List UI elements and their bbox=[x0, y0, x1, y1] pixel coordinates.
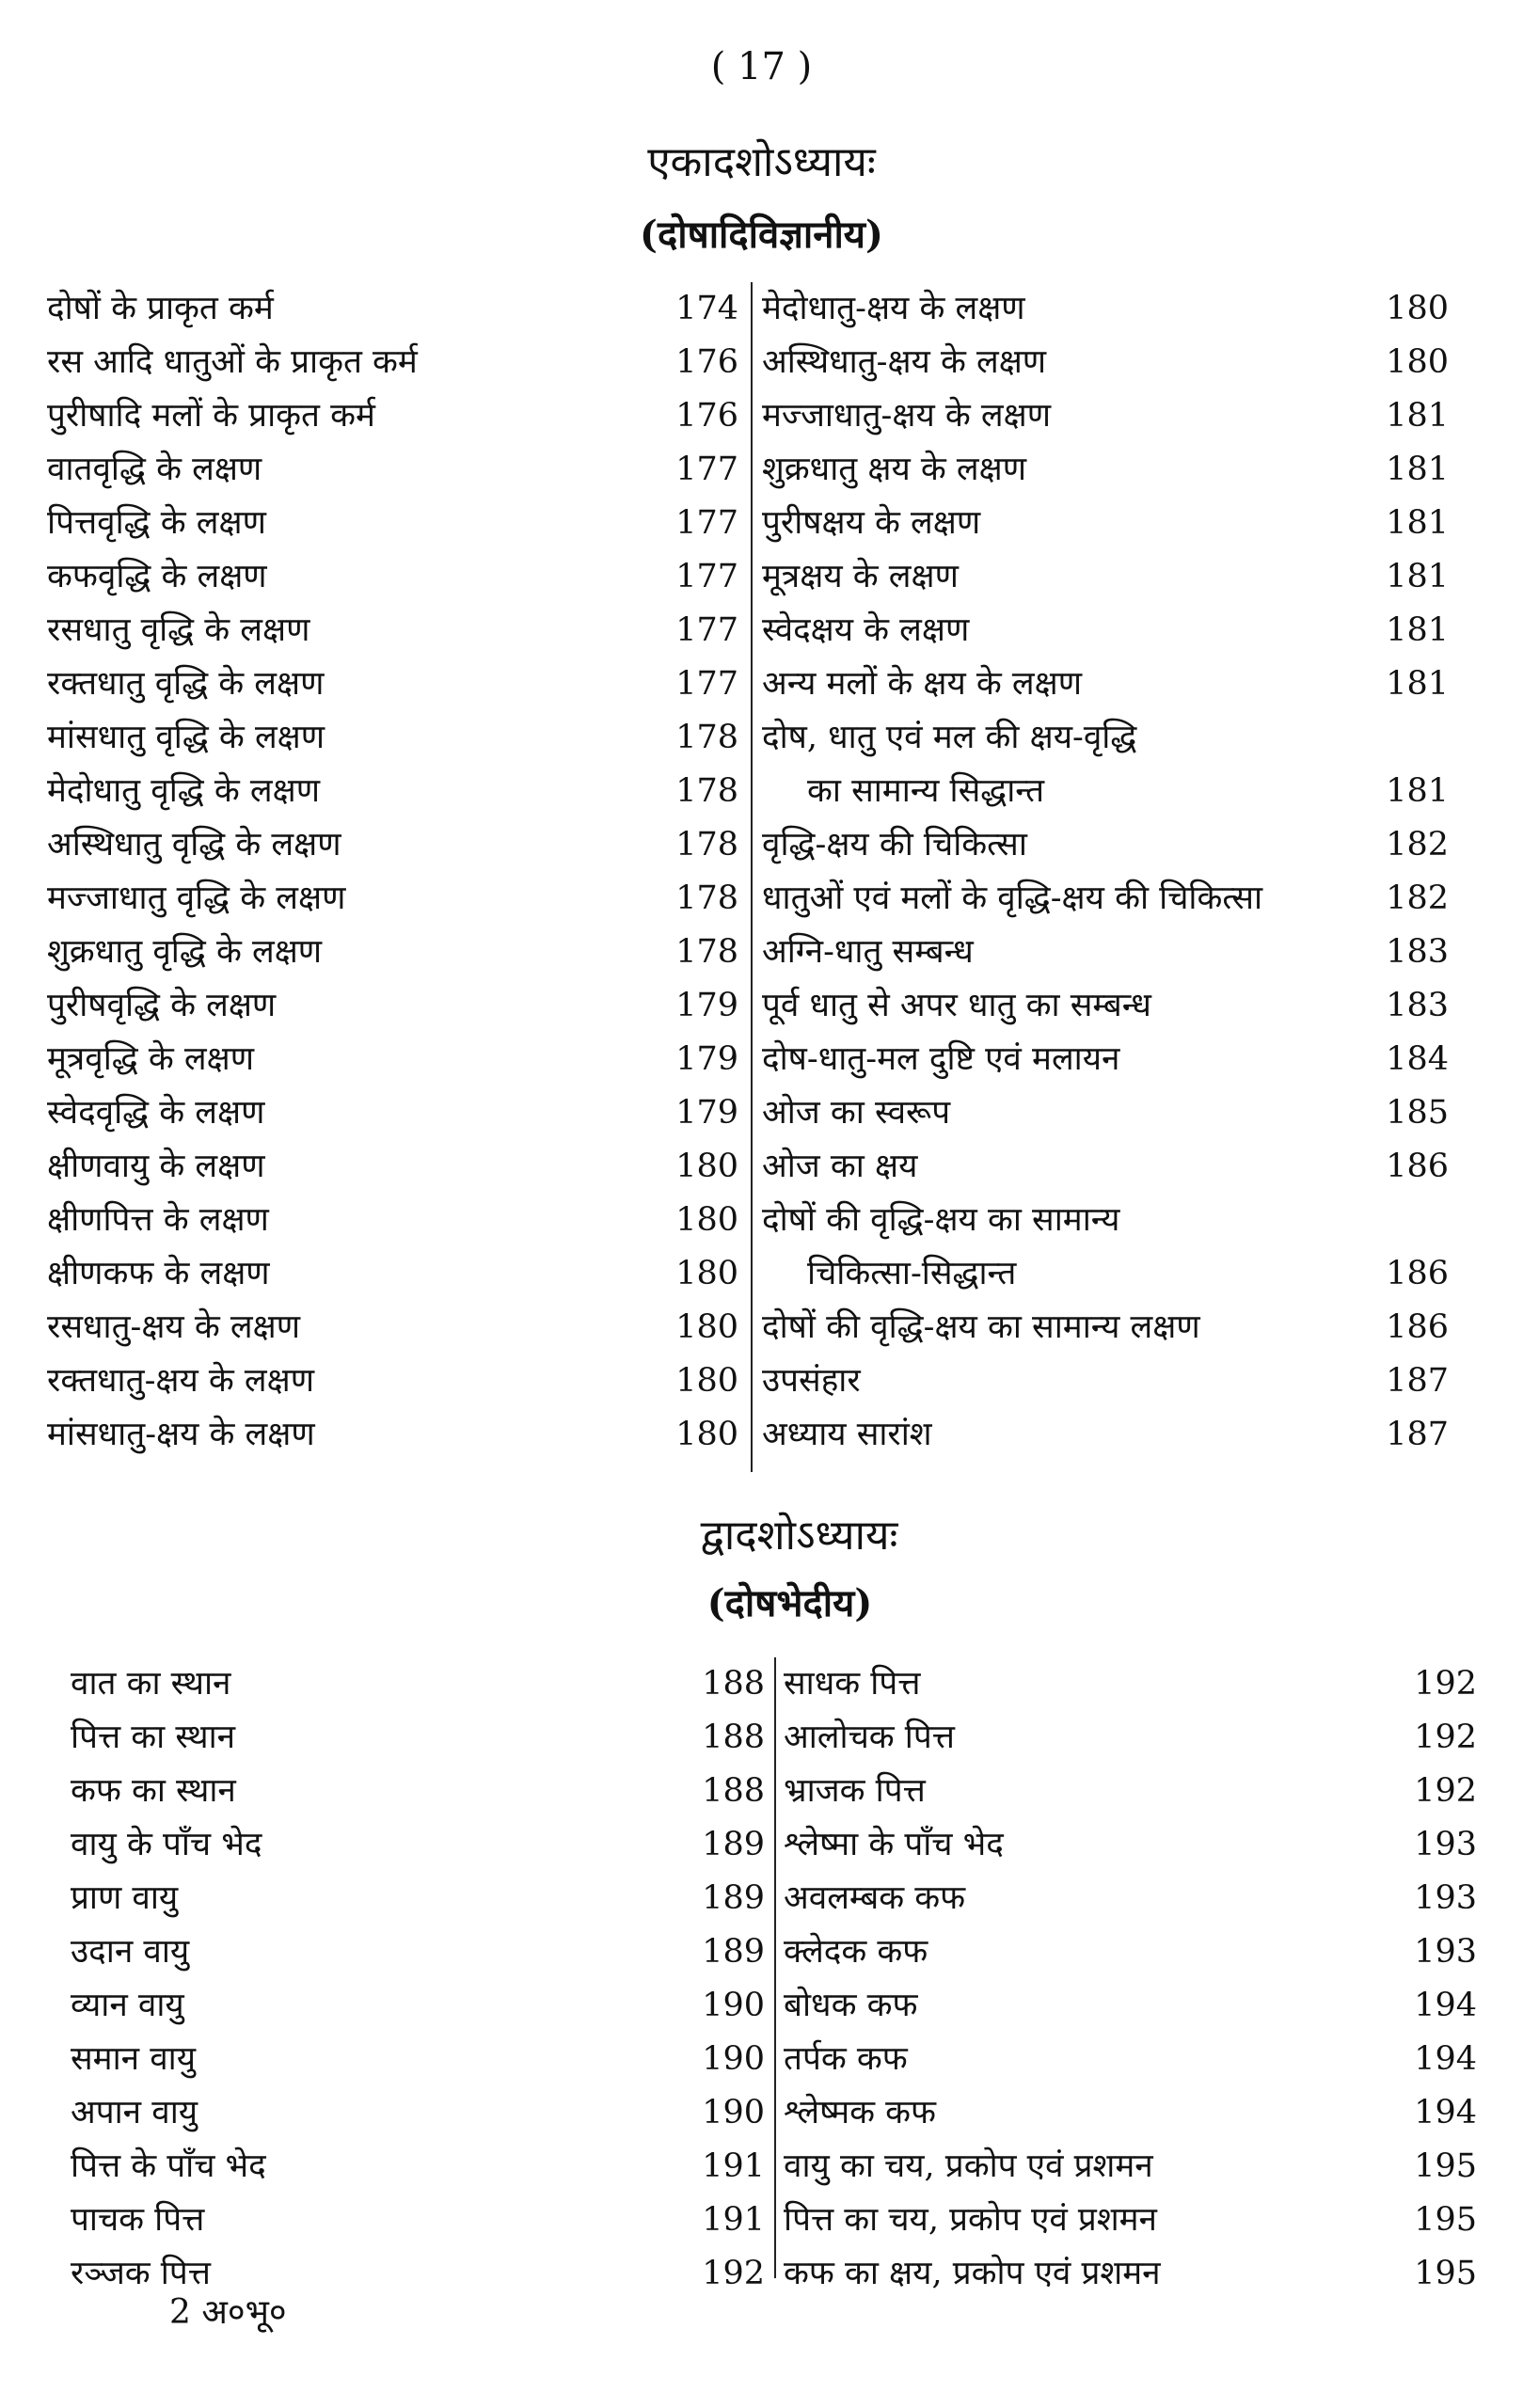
toc-entry-label: अन्य मलों के क्षय के लक्षण bbox=[762, 665, 1083, 703]
toc-chapter-11 bbox=[47, 282, 1449, 1472]
toc-entry bbox=[762, 711, 1449, 765]
toc-entry bbox=[784, 2086, 1477, 2140]
toc-right-column bbox=[784, 1657, 1477, 2306]
toc-entry bbox=[47, 1194, 738, 1247]
toc-entry-label: वायु के पाँच भेद bbox=[71, 1826, 262, 1863]
toc-entry-label: रञ्जक पित्त bbox=[71, 2255, 211, 2292]
toc-entry bbox=[762, 872, 1449, 926]
toc-entry-label: का सामान्य सिद्धान्त bbox=[807, 772, 1045, 810]
toc-entry-page: 189 bbox=[702, 1826, 765, 1863]
toc-entry-label: पित्त का चय, प्रकोप एवं प्रशमन bbox=[784, 2201, 1157, 2239]
toc-left-column bbox=[71, 1657, 765, 2306]
toc-entry-label: रस आदि धातुओं के प्राकृत कर्म bbox=[47, 343, 418, 381]
toc-entry-page: 176 bbox=[675, 343, 738, 381]
toc-entry-page: 180 bbox=[1386, 343, 1449, 381]
toc-entry-page: 178 bbox=[675, 826, 738, 863]
toc-entry-page: 180 bbox=[675, 1201, 738, 1239]
toc-entry-page: 180 bbox=[675, 1416, 738, 1453]
toc-entry-page: 186 bbox=[1386, 1255, 1449, 1292]
toc-entry bbox=[47, 1033, 738, 1086]
toc-entry-page: 177 bbox=[675, 665, 738, 703]
toc-entry bbox=[71, 1818, 765, 1872]
toc-entry bbox=[71, 1765, 765, 1818]
chapter-11-subtitle: (दोषादिविज्ञानीय) bbox=[640, 213, 883, 257]
toc-entry-page: 180 bbox=[675, 1362, 738, 1400]
toc-entry-label: पूर्व धातु से अपर धातु का सम्बन्ध bbox=[762, 987, 1151, 1024]
toc-entry bbox=[47, 765, 738, 818]
toc-entry bbox=[784, 1872, 1477, 1925]
toc-entry-label: रक्तधातु वृद्धि के लक्षण bbox=[47, 665, 325, 703]
toc-entry-label: अध्याय सारांश bbox=[762, 1416, 932, 1453]
toc-entry-label: समान वायु bbox=[71, 2040, 197, 2078]
toc-entry bbox=[762, 1408, 1449, 1462]
toc-entry-label: दोष-धातु-मल दुष्टि एवं मलायन bbox=[762, 1040, 1120, 1078]
toc-entry-label: दोषों की वृद्धि-क्षय का सामान्य लक्षण bbox=[762, 1308, 1200, 1346]
toc-entry-label: चिकित्सा-सिद्धान्त bbox=[807, 1255, 1017, 1292]
toc-entry bbox=[762, 282, 1449, 336]
toc-entry-label: प्राण वायु bbox=[71, 1879, 179, 1917]
toc-entry-label: क्लेदक कफ bbox=[784, 1933, 928, 1971]
toc-entry-page: 181 bbox=[1386, 665, 1449, 703]
toc-entry-page: 188 bbox=[702, 1665, 765, 1703]
toc-entry-label: रसधातु वृद्धि के लक्षण bbox=[47, 611, 310, 649]
toc-entry bbox=[71, 1711, 765, 1765]
toc-entry bbox=[784, 2194, 1477, 2247]
toc-entry-page: 178 bbox=[675, 719, 738, 756]
toc-entry-label: स्वेदक्षय के लक्षण bbox=[762, 611, 970, 649]
toc-entry-label: वातवृद्धि के लक्षण bbox=[47, 451, 262, 488]
toc-entry bbox=[47, 550, 738, 604]
toc-entry bbox=[71, 2086, 765, 2140]
toc-entry-label: रसधातु-क्षय के लक्षण bbox=[47, 1308, 300, 1346]
toc-entry-label: पित्त के पाँच भेद bbox=[71, 2147, 266, 2185]
toc-entry-page: 177 bbox=[675, 611, 738, 649]
toc-entry-label: ओज का स्वरूप bbox=[762, 1094, 951, 1132]
column-divider bbox=[774, 1657, 776, 2278]
toc-entry-label: अस्थिधातु वृद्धि के लक्षण bbox=[47, 826, 341, 863]
toc-entry-label: पुरीषक्षय के लक्षण bbox=[762, 504, 981, 542]
toc-entry-page: 180 bbox=[675, 1148, 738, 1185]
toc-entry bbox=[762, 389, 1449, 443]
toc-entry bbox=[47, 282, 738, 336]
toc-entry-label: वात का स्थान bbox=[71, 1665, 231, 1703]
toc-entry-label: मज्जाधातु-क्षय के लक्षण bbox=[762, 397, 1052, 435]
toc-entry-page: 181 bbox=[1386, 504, 1449, 542]
toc-entry-label: वायु का चय, प्रकोप एवं प्रशमन bbox=[784, 2147, 1153, 2185]
toc-entry-page: 187 bbox=[1386, 1362, 1449, 1400]
toc-entry-label: पाचक पित्त bbox=[71, 2201, 205, 2239]
toc-entry-page: 194 bbox=[1414, 2094, 1477, 2131]
toc-entry bbox=[47, 1247, 738, 1301]
toc-entry bbox=[71, 1657, 765, 1711]
toc-entry-page: 190 bbox=[702, 2094, 765, 2131]
toc-entry bbox=[71, 1925, 765, 1979]
toc-entry bbox=[784, 2033, 1477, 2086]
toc-entry-label: मूत्रक्षय के लक्षण bbox=[762, 558, 959, 595]
toc-right-column bbox=[762, 282, 1449, 1472]
toc-entry-label: मेदोधातु वृद्धि के लक्षण bbox=[47, 772, 320, 810]
toc-left-column bbox=[47, 282, 738, 1472]
toc-entry-page: 188 bbox=[702, 1719, 765, 1756]
toc-entry-page: 180 bbox=[1386, 290, 1449, 327]
toc-entry-label: क्षीणकफ के लक्षण bbox=[47, 1255, 270, 1292]
toc-entry bbox=[762, 1033, 1449, 1086]
toc-entry-page: 178 bbox=[675, 772, 738, 810]
toc-entry-page: 182 bbox=[1386, 826, 1449, 863]
toc-entry bbox=[47, 1301, 738, 1354]
chapter-11-title: एकादशोऽध्यायः bbox=[647, 138, 876, 186]
toc-entry-page: 181 bbox=[1386, 397, 1449, 435]
toc-entry bbox=[47, 872, 738, 926]
toc-entry-label: क्षीणपित्त के लक्षण bbox=[47, 1201, 269, 1239]
toc-entry-page: 194 bbox=[1414, 1987, 1477, 2024]
toc-entry-page: 194 bbox=[1414, 2040, 1477, 2078]
toc-entry bbox=[762, 818, 1449, 872]
toc-entry-label: दोषों की वृद्धि-क्षय का सामान्य bbox=[762, 1201, 1120, 1239]
toc-entry-page: 190 bbox=[702, 2040, 765, 2078]
toc-entry-page: 177 bbox=[675, 504, 738, 542]
toc-entry bbox=[47, 497, 738, 550]
toc-entry-page: 180 bbox=[675, 1308, 738, 1346]
toc-entry bbox=[47, 657, 738, 711]
toc-entry bbox=[47, 389, 738, 443]
toc-entry bbox=[71, 2194, 765, 2247]
toc-entry-label: श्लेष्मा के पाँच भेद bbox=[784, 1826, 1004, 1863]
toc-entry bbox=[47, 711, 738, 765]
toc-entry-label: दोष, धातु एवं मल की क्षय-वृद्धि bbox=[762, 719, 1137, 756]
toc-entry bbox=[784, 1979, 1477, 2033]
toc-entry-label: अवलम्बक कफ bbox=[784, 1879, 966, 1917]
toc-entry-label: उपसंहार bbox=[762, 1362, 861, 1400]
toc-entry-label: पित्तवृद्धि के लक्षण bbox=[47, 504, 266, 542]
toc-entry-page: 191 bbox=[702, 2201, 765, 2239]
toc-entry-label: श्लेष्मक कफ bbox=[784, 2094, 937, 2131]
toc-entry-page: 192 bbox=[1414, 1772, 1477, 1810]
footer-signature: 2 अ०भू० bbox=[169, 2293, 287, 2332]
toc-entry bbox=[762, 1354, 1449, 1408]
toc-entry bbox=[47, 926, 738, 979]
toc-entry-label: अस्थिधातु-क्षय के लक्षण bbox=[762, 343, 1047, 381]
toc-entry-page: 181 bbox=[1386, 772, 1449, 810]
toc-entry-label: पुरीषवृद्धि के लक्षण bbox=[47, 987, 277, 1024]
toc-entry-label: उदान वायु bbox=[71, 1933, 190, 1971]
toc-entry bbox=[762, 1247, 1449, 1301]
toc-entry-page: 179 bbox=[675, 987, 738, 1024]
toc-entry-page: 180 bbox=[675, 1255, 738, 1292]
toc-entry-label: मज्जाधातु वृद्धि के लक्षण bbox=[47, 879, 346, 917]
toc-entry-page: 177 bbox=[675, 558, 738, 595]
toc-entry bbox=[762, 1140, 1449, 1194]
toc-entry-page: 187 bbox=[1386, 1416, 1449, 1453]
toc-entry bbox=[47, 336, 738, 389]
toc-entry bbox=[762, 336, 1449, 389]
toc-entry-label: स्वेदवृद्धि के लक्षण bbox=[47, 1094, 265, 1132]
toc-entry bbox=[762, 497, 1449, 550]
toc-entry-label: अग्नि-धातु सम्बन्ध bbox=[762, 933, 974, 971]
toc-entry bbox=[762, 550, 1449, 604]
toc-entry-label: मेदोधातु-क्षय के लक्षण bbox=[762, 290, 1025, 327]
toc-entry-page: 179 bbox=[675, 1040, 738, 1078]
toc-entry bbox=[71, 2033, 765, 2086]
toc-entry-label: मांसधातु वृद्धि के लक्षण bbox=[47, 719, 325, 756]
toc-entry-page: 195 bbox=[1414, 2255, 1477, 2292]
toc-entry-page: 192 bbox=[702, 2255, 765, 2292]
toc-entry bbox=[784, 2247, 1477, 2301]
toc-entry-page: 179 bbox=[675, 1094, 738, 1132]
toc-entry bbox=[784, 1818, 1477, 1872]
toc-entry-page: 188 bbox=[702, 1772, 765, 1810]
toc-entry-page: 193 bbox=[1414, 1826, 1477, 1863]
toc-entry bbox=[784, 2140, 1477, 2194]
toc-entry-label: साधक पित्त bbox=[784, 1665, 921, 1703]
toc-entry-page: 183 bbox=[1386, 933, 1449, 971]
toc-entry bbox=[47, 1408, 738, 1462]
toc-entry-label: वृद्धि-क्षय की चिकित्सा bbox=[762, 826, 1027, 863]
toc-entry bbox=[47, 979, 738, 1033]
toc-entry-page: 181 bbox=[1386, 451, 1449, 488]
toc-entry-page: 191 bbox=[702, 2147, 765, 2185]
toc-entry-label: दोषों के प्राकृत कर्म bbox=[47, 290, 274, 327]
toc-entry-page: 176 bbox=[675, 397, 738, 435]
toc-chapter-12 bbox=[71, 1657, 1477, 2306]
toc-entry-label: पित्त का स्थान bbox=[71, 1719, 236, 1756]
toc-entry-page: 186 bbox=[1386, 1148, 1449, 1185]
toc-entry-label: शुक्रधातु वृद्धि के लक्षण bbox=[47, 933, 323, 971]
toc-entry-label: बोधक कफ bbox=[784, 1987, 918, 2024]
toc-entry bbox=[784, 1657, 1477, 1711]
toc-entry bbox=[47, 604, 738, 657]
toc-entry bbox=[762, 657, 1449, 711]
toc-entry-label: ओज का क्षय bbox=[762, 1148, 918, 1185]
toc-entry bbox=[47, 1140, 738, 1194]
toc-entry-label: पुरीषादि मलों के प्राकृत कर्म bbox=[47, 397, 375, 435]
toc-entry-page: 183 bbox=[1386, 987, 1449, 1024]
toc-entry bbox=[47, 1086, 738, 1140]
toc-entry bbox=[762, 1301, 1449, 1354]
toc-entry bbox=[762, 443, 1449, 497]
toc-entry-page: 177 bbox=[675, 451, 738, 488]
toc-entry-page: 189 bbox=[702, 1933, 765, 1971]
toc-entry-page: 178 bbox=[675, 933, 738, 971]
chapter-12-title: द्वादशोऽध्यायः bbox=[700, 1512, 898, 1560]
toc-entry bbox=[71, 1872, 765, 1925]
toc-entry-label: कफ का क्षय, प्रकोप एवं प्रशमन bbox=[784, 2255, 1161, 2292]
toc-entry-page: 195 bbox=[1414, 2201, 1477, 2239]
toc-entry-page: 181 bbox=[1386, 558, 1449, 595]
toc-entry-page: 174 bbox=[675, 290, 738, 327]
toc-entry-label: रक्तधातु-क्षय के लक्षण bbox=[47, 1362, 315, 1400]
toc-entry-label: शुक्रधातु क्षय के लक्षण bbox=[762, 451, 1027, 488]
chapter-12-subtitle: (दोषभेदीय) bbox=[706, 1581, 873, 1625]
toc-entry bbox=[784, 1711, 1477, 1765]
toc-entry-label: क्षीणवायु के लक्षण bbox=[47, 1148, 265, 1185]
toc-entry-label: मूत्रवृद्धि के लक्षण bbox=[47, 1040, 255, 1078]
toc-entry bbox=[762, 979, 1449, 1033]
toc-entry-label: मांसधातु-क्षय के लक्षण bbox=[47, 1416, 315, 1453]
toc-entry-label: आलोचक पित्त bbox=[784, 1719, 955, 1756]
toc-entry bbox=[71, 2140, 765, 2194]
toc-entry-label: अपान वायु bbox=[71, 2094, 198, 2131]
toc-entry bbox=[762, 1086, 1449, 1140]
toc-entry-page: 195 bbox=[1414, 2147, 1477, 2185]
toc-entry-page: 178 bbox=[675, 879, 738, 917]
toc-entry-label: कफ का स्थान bbox=[71, 1772, 236, 1810]
toc-entry-label: व्यान वायु bbox=[71, 1987, 184, 2024]
toc-entry bbox=[71, 1979, 765, 2033]
toc-entry-label: धातुओं एवं मलों के वृद्धि-क्षय की चिकित्सा bbox=[762, 879, 1263, 917]
toc-entry-label: कफवृद्धि के लक्षण bbox=[47, 558, 267, 595]
toc-entry bbox=[47, 818, 738, 872]
toc-entry-page: 193 bbox=[1414, 1933, 1477, 1971]
toc-entry-page: 192 bbox=[1414, 1719, 1477, 1756]
toc-entry-page: 181 bbox=[1386, 611, 1449, 649]
toc-entry bbox=[47, 443, 738, 497]
toc-entry-label: भ्राजक पित्त bbox=[784, 1772, 926, 1810]
toc-entry bbox=[47, 1354, 738, 1408]
toc-entry-page: 190 bbox=[702, 1987, 765, 2024]
page-number: ( 17 ) bbox=[710, 45, 813, 88]
toc-entry-page: 185 bbox=[1386, 1094, 1449, 1132]
toc-entry-page: 192 bbox=[1414, 1665, 1477, 1703]
toc-entry bbox=[784, 1925, 1477, 1979]
toc-entry-page: 189 bbox=[702, 1879, 765, 1917]
toc-entry-page: 186 bbox=[1386, 1308, 1449, 1346]
toc-entry-page: 193 bbox=[1414, 1879, 1477, 1917]
toc-entry-page: 184 bbox=[1386, 1040, 1449, 1078]
toc-entry bbox=[762, 1194, 1449, 1247]
toc-entry-label: तर्पक कफ bbox=[784, 2040, 908, 2078]
toc-entry-page: 182 bbox=[1386, 879, 1449, 917]
toc-entry bbox=[762, 765, 1449, 818]
toc-entry bbox=[762, 926, 1449, 979]
toc-entry bbox=[762, 604, 1449, 657]
toc-entry bbox=[784, 1765, 1477, 1818]
column-divider bbox=[751, 282, 753, 1472]
